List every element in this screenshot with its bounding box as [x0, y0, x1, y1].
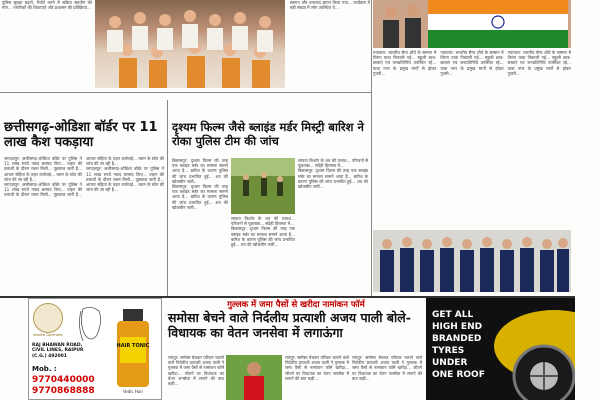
story2-text-3: लापता किशोर के शव की तलाश... परिजनों से पूछताछ... संदेही हिरासत में... — [298, 158, 368, 169]
story3-headline: समोसा बेचने वाले निर्दलीय प्रत्याशी अजय पाली बोले- विधायक का वेतन जनसेवा में लगाऊंगा — [168, 310, 411, 340]
ad1-address: RAJ BHAWAN ROAD, CIVIL LINES, RAIPUR (C.G.) 492001 — [32, 343, 84, 359]
story1-headline: छत्तीसगढ़-ओडिशा बॉर्डर पर 11 लाख कैश पकड़ाया — [4, 120, 158, 150]
team-photo-image — [373, 230, 571, 292]
ad-tyres[interactable] — [426, 298, 575, 400]
story3-photo-image — [226, 355, 282, 400]
top-right-text: नयापारा: भारतीय सैन्य शौर्य के सम्मान में तिरंगा यात्रा निकाली गई... स्कूली छात्र-छात्राएं एवं जनप्रतिनिधि उपस्थित रहे... यात्रा नगर के प्रमुख मार्गों से होकर गुजरी... — [373, 50, 437, 76]
story2-text: बिलासपुर: दृश्यम फिल्म की तरह एक ब्लाइंड मर्डर का मामला सामने आया है... बारिश के कारण पुलिस की जांच प्रभावित हुई... शव की खोजबीन जारी... — [172, 158, 228, 184]
ad1-face-sketch — [77, 305, 105, 345]
top-left-column — [2, 0, 92, 92]
story2-body-left — [172, 158, 228, 293]
top-mid-column — [290, 0, 370, 92]
story1-body — [4, 156, 164, 291]
top-left-text: पुलिस सुरक्षा बढ़ाने, रिपोर्ट करने में सक्रिय सहयोग की मांग... नागरिकों की शिकायतें और प्रशासन की प्रतिक्रिया... — [2, 0, 92, 11]
ad2-line5: UNDER — [432, 358, 468, 368]
story1-text-repeat: जगदलपुर: छत्तीसगढ़-ओडिशा बॉर्डर पर पुलिस ने 11 लाख रुपये नकद बरामद किए... वाहन की तलाशी के दौरान रकम मिली... पूछताछ जारी है... आचार संहिता के तहत कार्रवाई... रकम के स्रोत की जांच की जा रही है... — [4, 156, 164, 198]
ad1-phone2: 9770868888 — [32, 386, 95, 396]
story3-body-mid — [285, 355, 349, 400]
top-mid-text: स्वागत और धन्यवाद ज्ञापन किया गया... कार्यक्रम में बड़ी संख्या में लोग उपस्थित थे... — [290, 0, 370, 11]
story3-photo — [226, 355, 282, 400]
story2-body-mid — [231, 216, 295, 292]
ad1-bottle — [113, 309, 153, 389]
divider-vertical-right — [371, 0, 372, 296]
ad1-phone1: 9770440000 — [32, 375, 95, 385]
ad2-line6: ONE ROOF — [432, 370, 485, 380]
story2-text-3-repeat: बिलासपुर: दृश्यम फिल्म की तरह एक ब्लाइंड मर्डर का मामला सामने आया है... बारिश के कारण पुलिस की जांच प्रभावित हुई... शव की खोजबीन जारी... — [298, 168, 368, 190]
story3-body-left — [168, 355, 224, 400]
story2-photo-image — [231, 158, 295, 214]
flag-photo-image — [373, 0, 571, 48]
story2-body-right — [298, 158, 368, 293]
story2-text-repeat: बिलासपुर: दृश्यम फिल्म की तरह एक ब्लाइंड मर्डर का मामला सामने आया है... बारिश के कारण पुलिस की जांच प्रभावित हुई... शव की खोजबीन जारी... — [172, 184, 228, 210]
story3-text: रायपुर: समोसा बेचकर परिवार चलाने वाले निर्दलीय प्रत्याशी अजय पाली ने गुल्लक में जमा पैसों से नामांकन फॉर्म खरीदा... जीतने पर विधायक का वेतन जनसेवा में लगाने की बात कही... — [168, 355, 224, 387]
ad2-line3: BRANDED — [432, 334, 482, 344]
flag-photo — [373, 0, 571, 48]
story3-text-3: रायपुर: समोसा बेचकर परिवार चलाने वाले निर्दलीय प्रत्याशी अजय पाली ने गुल्लक में जमा पैसों से नामांकन फॉर्म खरीदा... जीतने पर विधायक का वेतन जनसेवा में लगाने की बात कही... — [352, 355, 422, 381]
story3-text-2: रायपुर: समोसा बेचकर परिवार चलाने वाले निर्दलीय प्रत्याशी अजय पाली ने गुल्लक में जमा पैसों से नामांकन फॉर्म खरीदा... जीतने पर विधायक का वेतन जनसेवा में लगाने की बात कही... — [285, 355, 349, 381]
story2-text-2: लापता किशोर के शव की तलाश... परिजनों से पूछताछ... संदेही हिरासत में... — [231, 216, 295, 227]
story1-text: जगदलपुर: छत्तीसगढ़-ओडिशा बॉर्डर पर पुलिस ने 11 लाख रुपये नकद बरामद किए... वाहन की तलाशी के दौरान रकम मिली... पूछताछ जारी है... आचार संहिता के तहत कार्रवाई... रकम के स्रोत की जांच की जा रही है... — [4, 156, 82, 182]
story2-text-2-repeat: बिलासपुर: दृश्यम फिल्म की तरह एक ब्लाइंड मर्डर का मामला सामने आया है... बारिश के कारण पुलिस की जांच प्रभावित हुई... शव की खोजबीन जारी... — [231, 226, 295, 248]
top-right-text-repeat: नयापारा: भारतीय सैन्य शौर्य के सम्मान में तिरंगा यात्रा निकाली गई... स्कूली छात्र-छात्राएं एवं जनप्रतिनिधि उपस्थित रहे... यात्रा नगर के प्रमुख मार्गों से होकर गुजरी... — [440, 50, 504, 76]
story2-headline: दृश्यम फिल्म जैसे ब्लाइंड मर्डर मिस्ट्री बारिश ने रोका पुलिस टीम की जांच — [172, 120, 364, 148]
divider-horizontal-top — [0, 92, 372, 93]
top-right-text-repeat-2: नयापारा: भारतीय सैन्य शौर्य के सम्मान में तिरंगा यात्रा निकाली गई... स्कूली छात्र-छात्राएं एवं जनप्रतिनिधि उपस्थित रहे... यात्रा नगर के प्रमुख मार्गों से होकर गुजरी... — [507, 50, 571, 76]
ad-hair-tonic[interactable] — [28, 298, 162, 400]
team-photo — [373, 230, 571, 292]
divider-vertical-mid — [167, 100, 168, 296]
group-photo-top — [95, 0, 285, 88]
story2-photo — [231, 158, 295, 214]
ad2-line2: HIGH END — [432, 322, 483, 332]
ad1-vedic: Vedic Hair — [122, 389, 144, 394]
story3-body-right — [352, 355, 422, 400]
ad2-line1: GET ALL — [432, 310, 474, 320]
ad1-logo — [33, 303, 63, 333]
ad2-line4: TYRES — [432, 346, 465, 356]
ad1-bottle-label: HAIR TONIC — [116, 343, 150, 349]
ad1-mob-label: Mob. : — [32, 365, 57, 373]
ad1-brand: Vanita Garment — [33, 332, 63, 337]
top-right-column — [373, 50, 571, 230]
story1-text-repeat-2: जगदलपुर: छत्तीसगढ़-ओडिशा बॉर्डर पर पुलिस ने 11 लाख रुपये नकद बरामद किए... वाहन की तलाशी के दौरान रकम मिली... पूछताछ जारी है... आचार संहिता के तहत कार्रवाई... रकम के स्रोत की जांच की जा रही है... — [86, 166, 164, 193]
red-banner: गुल्लक में जमा पैसों से खरीदा नामांकन फॉर्म — [227, 300, 365, 310]
group-photo-figures — [95, 0, 285, 88]
